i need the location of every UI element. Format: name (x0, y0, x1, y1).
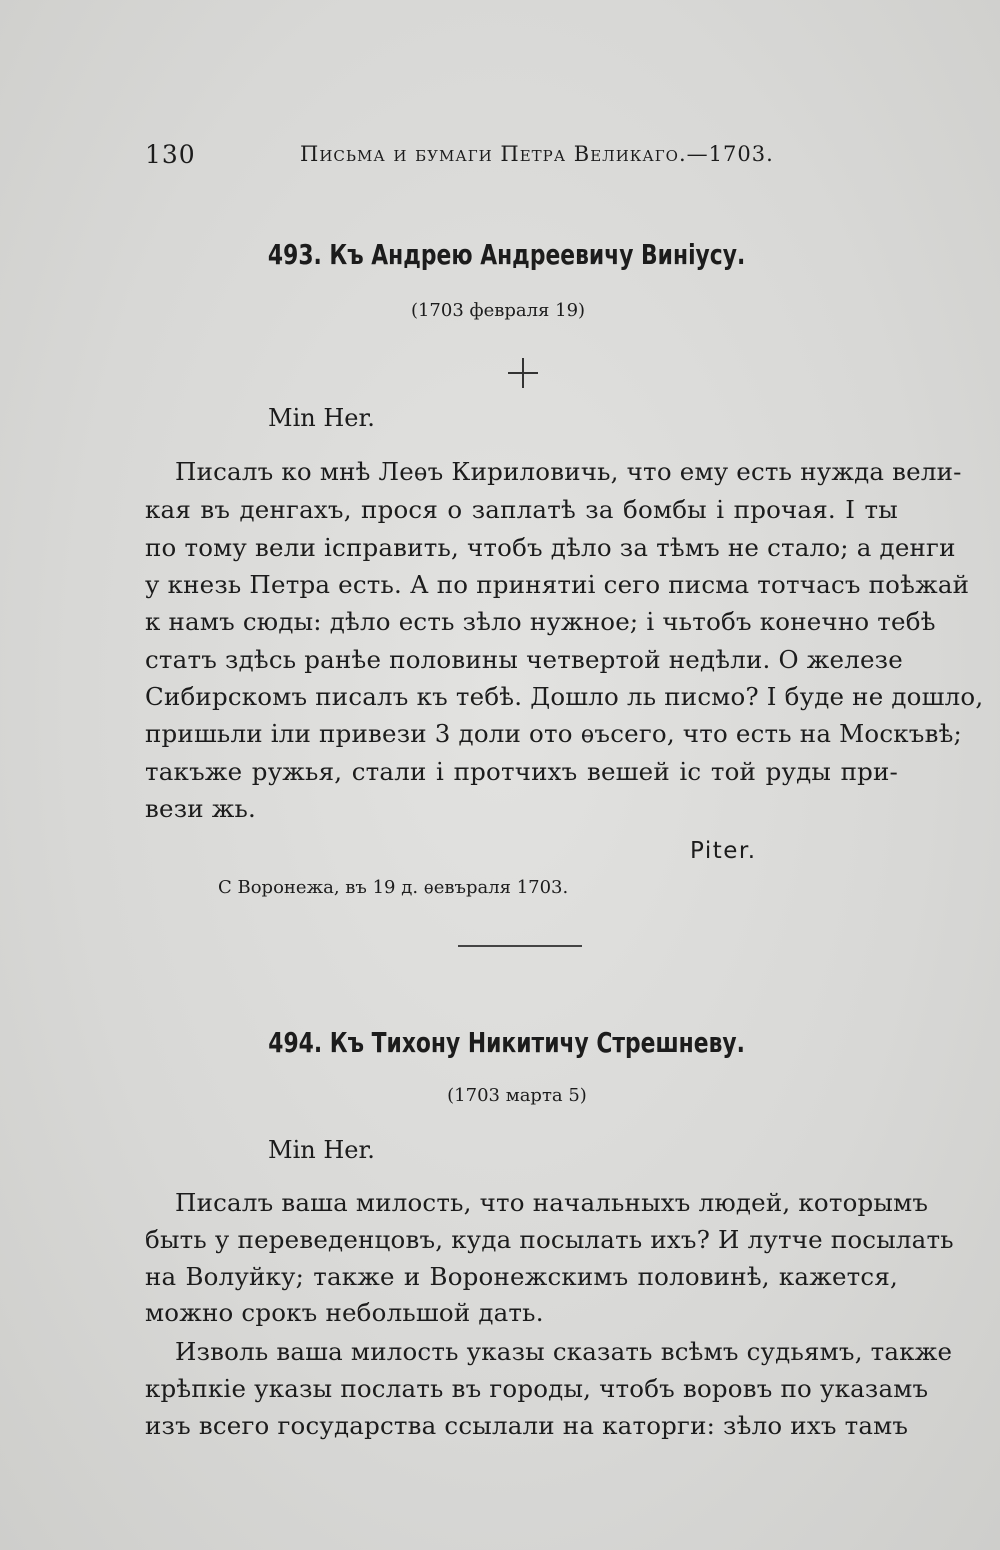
letter-494-salutation: Min Her. (268, 1136, 375, 1164)
letter-493-line: Писалъ ко мнѣ Леѳъ Кириловичь, что ему есть нужда вели- (175, 457, 962, 486)
letter-494-paragraph-2-line: крѣпкіе указы послать въ городы, чтобъ воровъ по указамъ (145, 1374, 929, 1403)
section-divider (458, 945, 582, 947)
running-title: Письма и бумаги Петра Великаго.—1703. (300, 142, 774, 166)
letter-493-signature: Piter. (690, 838, 757, 864)
letter-494-paragraph-1-line: Писалъ ваша милость, что начальныхъ людей, которымъ (175, 1188, 929, 1217)
letter-493-title: 493. Къ Андрею Андреевичу Виніусу. (267, 238, 746, 271)
letter-493-line: такъже ружья, стали і протчихъ вешей іс той руды при- (145, 757, 898, 786)
letter-494-title: 494. Къ Тихону Никитичу Стрешневу. (268, 1026, 745, 1059)
letter-493-line: кая въ денгахъ, прося о заплатѣ за бомбы і прочая. І ты (145, 495, 898, 524)
letter-494-paragraph-1-line: можно срокъ небольшой дать. (145, 1298, 544, 1327)
letter-493-salutation: Min Her. (268, 404, 375, 432)
page-header (145, 140, 774, 176)
letter-493-place-date: С Воронежа, въ 19 д. ѳевъраля 1703. (218, 877, 569, 898)
letter-493-line: по тому вели ісправить, чтобъ дѣло за тѣмъ не стало; а денги (145, 533, 956, 562)
letter-493-line: статъ здѣсь ранѣе половины четвертой недѣли. О железе (145, 645, 903, 674)
letter-494-date: (1703 марта 5) (447, 1085, 587, 1106)
letter-493-line: у кнезь Петра есть. А по принятиі сего писма тотчасъ поѣжай (145, 570, 970, 599)
letter-494-paragraph-2-line: Изволь ваша милость указы сказать всѣмъ судьямъ, также (175, 1337, 953, 1366)
page-number: 130 (145, 140, 196, 169)
letter-494-paragraph-2-line: изъ всего государства ссылали на каторги: зѣло ихъ тамъ (145, 1411, 909, 1440)
letter-493-line: вези жь. (145, 794, 257, 823)
letter-494-paragraph-1-line: на Волуйку; также и Воронежскимъ половинѣ, кажется, (145, 1262, 898, 1291)
letter-493-line: Сибирскомъ писалъ къ тебѣ. Дошло ль писмо? І буде не дошло, (145, 682, 984, 711)
letter-493-line: пришьли іли привези 3 доли ото ѳъсего, что есть на Москъвѣ; (145, 719, 962, 748)
letter-493-date: (1703 февраля 19) (410, 300, 586, 321)
letter-493-line: к намъ сюды: дѣло есть зѣло нужное; і чьтобъ конечно тебѣ (145, 607, 936, 636)
letter-494-paragraph-1-line: быть у переведенцовъ, куда посылать ихъ? И лутче посылать (145, 1225, 954, 1254)
cross-symbol (508, 358, 538, 388)
